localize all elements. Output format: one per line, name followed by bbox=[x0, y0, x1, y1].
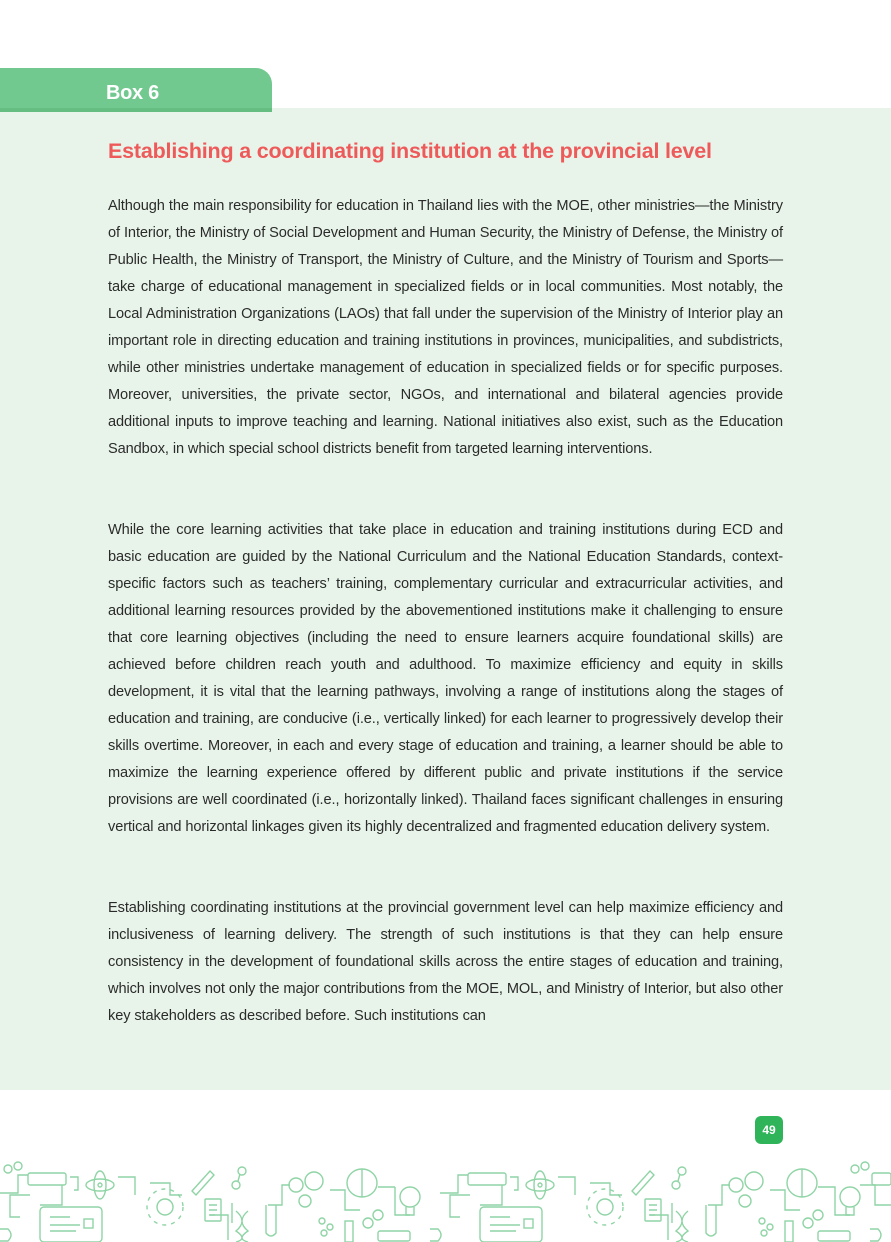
plug-icon bbox=[0, 1229, 881, 1241]
rocket-icon bbox=[192, 1171, 654, 1195]
page-number-badge: 49 bbox=[755, 1116, 783, 1144]
book-icon bbox=[205, 1199, 661, 1221]
box-title: Establishing a coordinating institution at the provincial level bbox=[108, 139, 712, 163]
paragraph-1: Although the main responsibility for education in Thailand lies with the MOE, other ministries—the Ministry of Interior, the Ministry of Social Development and Human Security, the Ministry of Defense, the Ministry of Public Health, the Ministry of Transport, the Ministry of Culture, and the Ministry of Tourism and Sports—take charge of educational management in specialized fields or in local communities. Most notably, the Local Administration Organizations (LAOs) that fall under the supervision of the Ministry of Interior play an important role in directing education and training institutions in provinces, municipalities, and subdistricts, while other ministries undertake management of education in specialized fields or for specific purposes. Moreover, universities, the private sector, NGOs, and international and bilateral agencies provide additional inputs to improve teaching and learning. National initiatives also exist, such as the Education Sandbox, in which special school districts benefit from targeted learning interventions. bbox=[108, 198, 783, 457]
gears-icon bbox=[4, 1162, 869, 1207]
lightbulb-icon bbox=[400, 1187, 860, 1215]
battery-icon bbox=[345, 1221, 793, 1242]
box-tab-divider bbox=[0, 108, 272, 112]
plus-minus-icon bbox=[363, 1210, 823, 1228]
circuit-lines-icon bbox=[0, 1175, 891, 1240]
brain-icon bbox=[347, 1169, 817, 1197]
box-label: Box 6 bbox=[106, 82, 159, 104]
footer-science-decoration-icon bbox=[0, 1155, 891, 1242]
paragraph-2: While the core learning activities that take place in education and training institutions during ECD and basic education are guided by the National Curriculum and the National Education Standards, context-specific factors such as teachers’ training, complementary curricular and extracurricular activities, and additional learning resources provided by the abovementioned institutions make it challenging to ensure that core learning objectives (including the need to ensure learners acquire foundational skills) are achieved before children reach youth and adulthood. To maximize efficiency and equity in skills development, it is vital that the learning pathways, involving a range of institutions along the stages of education and training, are conducive (i.e., vertically linked) for each learner to progressively develop their skills overtime. Moreover, in each and every stage of education and training, a learner should be able to maximize the learning experience offered by different public and private institutions if the service provisions are well coordinated (i.e., horizontally linked). Thailand faces significant challenges in ensuring vertical and horizontal linkages given its highly decentralized and fragmented education delivery system. bbox=[108, 522, 783, 835]
gear-orbit-icon bbox=[147, 1189, 623, 1225]
tablet-icon bbox=[40, 1207, 542, 1242]
paragraph-3: Establishing coordinating institutions at the provincial government level can help maximize efficiency and inclusiveness of learning delivery. The strength of such institutions is that they can help ensure consistency in the development of foundational skills across the entire stages of education and training, which involves not only the major contributions from the MOE, MOL, and Ministry of Interior, but also other key stakeholders as described before. Such institutions can bbox=[108, 900, 783, 1024]
